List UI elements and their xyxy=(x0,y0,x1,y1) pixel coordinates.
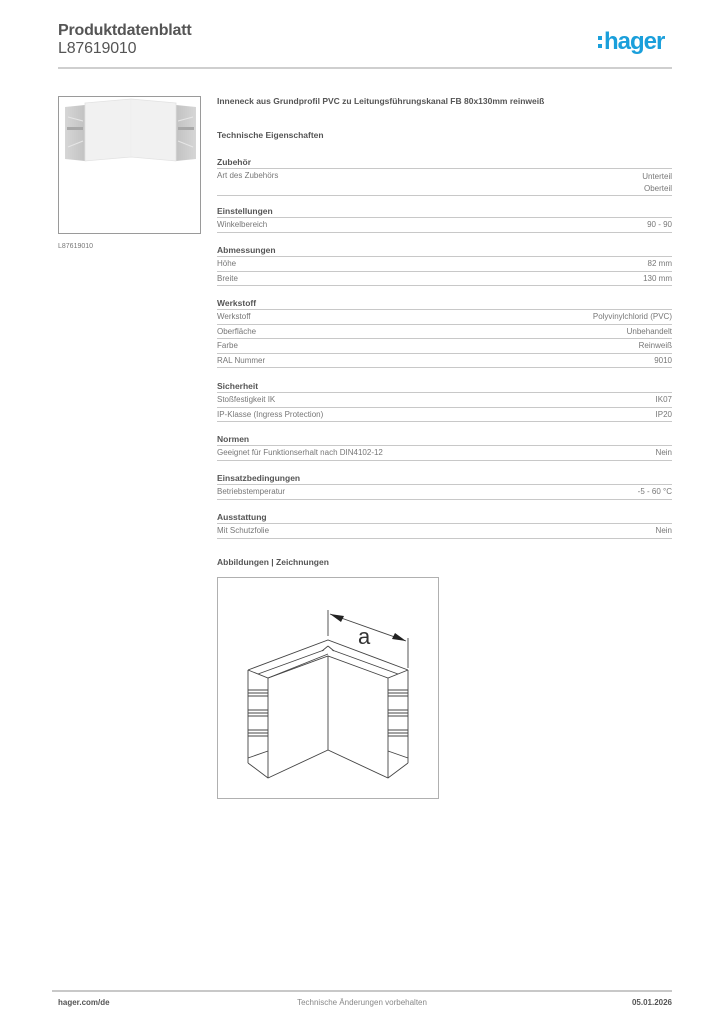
spec-label: Farbe xyxy=(217,341,238,350)
product-photo-caption: L87619010 xyxy=(58,243,94,250)
spec-label: Breite xyxy=(217,273,238,283)
section-title: Sicherheit xyxy=(217,380,672,393)
technical-drawing xyxy=(217,577,439,799)
spec-value: Unbehandelt xyxy=(626,326,672,336)
spec-value: Polyvinylchlorid (PVC) xyxy=(592,312,672,321)
section-einstellungen xyxy=(217,205,672,233)
spec-value-line: Oberteil xyxy=(643,184,672,193)
spec-row xyxy=(217,218,672,233)
section-ausstattung xyxy=(217,511,672,539)
svg-text:a: a xyxy=(358,624,371,649)
section-abmessungen xyxy=(217,244,672,286)
spec-label: Höhe xyxy=(217,259,237,268)
spec-value: IP20 xyxy=(655,409,672,419)
section-normen xyxy=(217,433,672,461)
inner-corner-drawing xyxy=(218,578,440,800)
section-title: Normen xyxy=(217,433,672,446)
spec-row xyxy=(217,272,672,287)
product-photo-image xyxy=(59,97,201,234)
product-photo xyxy=(58,96,201,234)
spec-label: Oberfläche xyxy=(217,326,257,336)
spec-label: Mit Schutzfolie xyxy=(217,526,270,535)
spec-label: Betriebstemperatur xyxy=(217,487,286,496)
spec-label: Werkstoff xyxy=(217,312,251,321)
spec-label: Art des Zubehörs xyxy=(217,171,279,180)
svg-text:hager: hager xyxy=(604,28,665,55)
spec-row xyxy=(217,354,672,369)
footer-notice: Technische Änderungen vorbehalten xyxy=(297,998,427,1007)
spec-row xyxy=(217,325,672,340)
section-title: Werkstoff xyxy=(217,297,672,310)
product-description: Inneneck aus Grundprofil PVC zu Leitungsführungskanal FB 80x130mm reinweiß xyxy=(217,96,545,106)
spec-label: Winkelbereich xyxy=(217,220,268,229)
hager-logo xyxy=(598,27,674,62)
drawings-title: Abbildungen | Zeichnungen xyxy=(217,557,329,567)
hager-logo-icon xyxy=(598,27,674,55)
spec-label: Geeignet für Funktionserhalt nach DIN4102-12 xyxy=(217,448,383,457)
header-divider xyxy=(58,67,672,69)
footer-divider xyxy=(52,990,672,992)
spec-value: 9010 xyxy=(654,355,672,365)
section-zubehoer xyxy=(217,156,672,196)
section-title: Einsatzbedingungen xyxy=(217,472,672,485)
spec-value: 130 mm xyxy=(643,273,672,283)
section-werkstoff xyxy=(217,297,672,368)
section-title: Ausstattung xyxy=(217,511,672,524)
spec-label: RAL Nummer xyxy=(217,355,266,365)
footer-date: 05.01.2026 xyxy=(631,998,672,1007)
spec-value: 82 mm xyxy=(647,259,672,268)
spec-row xyxy=(217,339,672,354)
spec-row xyxy=(217,169,672,196)
spec-label: IP-Klasse (Ingress Protection) xyxy=(217,409,324,419)
section-sicherheit xyxy=(217,380,672,422)
page-title: Produktdatenblatt xyxy=(58,22,192,39)
spec-row xyxy=(217,257,672,272)
spec-value: Nein xyxy=(655,526,672,535)
spec-row xyxy=(217,485,672,500)
spec-row xyxy=(217,446,672,461)
spec-value-line: Unterteil xyxy=(642,172,672,181)
section-title: Zubehör xyxy=(217,156,672,169)
spec-row xyxy=(217,408,672,423)
spec-row xyxy=(217,524,672,539)
spec-row xyxy=(217,393,672,408)
spec-value xyxy=(642,171,672,195)
spec-label: Stoßfestigkeit IK xyxy=(217,395,276,404)
spec-value: 90 - 90 xyxy=(647,220,672,229)
section-title: Abmessungen xyxy=(217,244,672,257)
product-sku: L87619010 xyxy=(58,40,137,57)
spec-value: IK07 xyxy=(655,395,672,404)
spec-row xyxy=(217,310,672,325)
spec-value: Nein xyxy=(655,448,672,457)
spec-value: -5 - 60 °C xyxy=(637,487,672,496)
section-title: Einstellungen xyxy=(217,205,672,218)
technical-properties-title: Technische Eigenschaften xyxy=(217,130,324,140)
spec-value: Reinweiß xyxy=(638,341,672,350)
footer-website: hager.com/de xyxy=(58,998,110,1007)
section-einsatzbedingungen xyxy=(217,472,672,500)
